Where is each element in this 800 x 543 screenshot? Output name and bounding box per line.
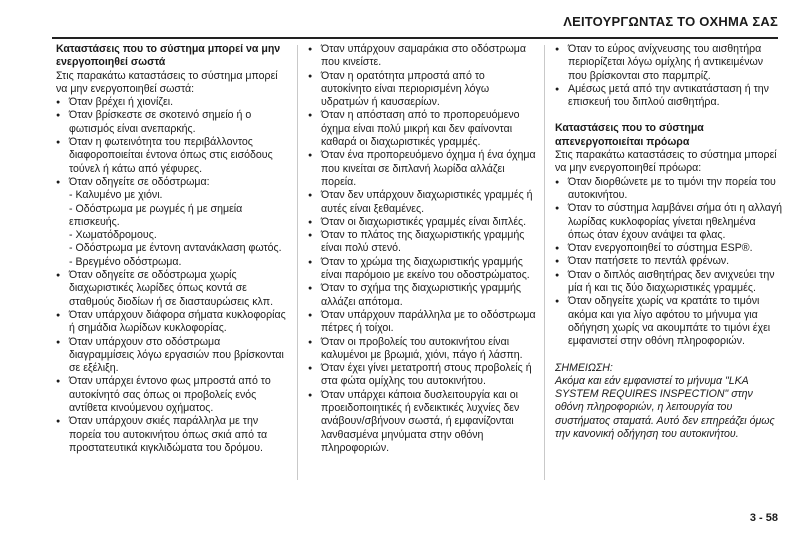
bullet-item: ● Όταν πατήσετε το πεντάλ φρένων. bbox=[555, 255, 783, 268]
column-1 bbox=[56, 43, 288, 455]
bullet-item: ● Όταν η φωτεινότητα του περιβάλλοντος διαφοροποιείται έντονα όπως στις εισόδους τούνελ ή κάτω από γέφυρες. bbox=[56, 136, 288, 176]
bullet-item: ● Όταν διορθώνετε με το τιμόνι την πορεία του αυτοκινήτου. bbox=[555, 176, 783, 203]
section-intro: Στις παρακάτω καταστάσεις το σύστημα μπορεί να μην ενεργοποιηθεί πρόωρα: bbox=[555, 149, 777, 175]
note-body: Ακόμα και εάν εμφανιστεί το μήνυμα "LKA SYSTEM REQUIRES INSPECTION" στην οθόνη πληροφοριών, η λειτουργία του συστήματος σταματά. Αυτό δεν επηρεάζει όμως την κανονική οδήγηση του αυτοκινήτου. bbox=[555, 374, 775, 441]
bullet-item: ● Όταν το πλάτος της διαχωριστικής γραμμής είναι πολύ στενό. bbox=[308, 229, 536, 256]
bullet-item: ● Όταν ενεργοποιηθεί το σύστημα ESP®. bbox=[555, 242, 783, 255]
bullet-item: ● Όταν υπάρχουν σαμαράκια στο οδόστρωμα που κινείστε. bbox=[308, 43, 536, 70]
bullet-item: ● Όταν το σχήμα της διαχωριστικής γραμμής αλλάζει απότομα. bbox=[308, 282, 536, 309]
section-heading: Καταστάσεις που το σύστημα μπορεί να μην ενεργοποιηθεί σωστά bbox=[56, 43, 281, 69]
page-number: 3 - 58 bbox=[749, 512, 778, 524]
bullet-item: ● Όταν ένα προπορευόμενο όχημα ή ένα όχημα που κινείται σε διπλανή λωρίδα αλλάζει πορεία. bbox=[308, 149, 536, 189]
section-heading: Καταστάσεις που το σύστημα απενεργοποιείται πρόωρα bbox=[555, 122, 704, 148]
sub-item: - Οδόστρωμα με ρωγμές ή με σημεία επισκευής. bbox=[69, 202, 243, 228]
bullet-item: ● Όταν βρίσκεστε σε σκοτεινό σημείο ή ο φωτισμός είναι ανεπαρκής. bbox=[56, 109, 288, 136]
section-intro: Στις παρακάτω καταστάσεις το σύστημα μπορεί να μην ενεργοποιηθεί σωστά: bbox=[56, 69, 278, 95]
page-header-title: ΛΕΙΤΟΥΡΓΩΝΤΑΣ ΤΟ ΟΧΗΜΑ ΣΑΣ bbox=[563, 14, 778, 29]
bullet-item: ● Όταν η ορατότητα μπροστά από το αυτοκίνητο είναι περιορισμένη λόγω υδρατμών ή καυσαερίων. bbox=[308, 70, 536, 110]
bullet-item: ● Αμέσως μετά από την αντικατάσταση ή την επισκευή του διπλού αισθητήρα. bbox=[555, 83, 783, 110]
bullet-item: ● Όταν υπάρχει έντονο φως μπροστά από το αυτοκίνητό σας όπως οι προβολείς ενός αντίθετα κινούμενου οχήματος. bbox=[56, 375, 288, 415]
header-rule bbox=[52, 37, 778, 39]
bullet-item: ● Όταν οι διαχωριστικές γραμμές είναι διπλές. bbox=[308, 216, 536, 229]
column-2 bbox=[308, 43, 536, 455]
column-3 bbox=[555, 43, 783, 441]
bullet-item: ● Όταν οι προβολείς του αυτοκινήτου είναι καλυμένοι με βρωμιά, χιόνι, πάγο ή λάσπη. bbox=[308, 336, 536, 363]
note-title: ΣΗΜΕΙΩΣΗ: bbox=[555, 361, 613, 374]
column-divider bbox=[297, 45, 298, 480]
sub-item: - Οδόστρωμα με έντονη αντανάκλαση φωτός. bbox=[69, 242, 282, 255]
bullet-item: ● Όταν υπάρχουν στο οδόστρωμα διαγραμμίσεις λόγω εργασιών που βρίσκονται σε εξέλιξη. bbox=[56, 336, 288, 376]
bullet-item: ● Όταν το σύστημα λαμβάνει σήμα ότι η αλλαγή λωρίδας κυκλοφορίας γίνεται ηθελημένα όπως όταν έχουν ανάψει τα φλας. bbox=[555, 202, 783, 242]
bullet-item: ● Όταν το εύρος ανίχνευσης του αισθητήρα περιορίζεται λόγω ομίχλης ή αντικειμένων που βρίσκονται στο παρμπρίζ. bbox=[555, 43, 783, 83]
bullet-item: ● Όταν δεν υπάρχουν διαχωριστικές γραμμές ή αυτές είναι ξεθαμένες. bbox=[308, 189, 536, 216]
sub-item: - Βρεγμένο οδόστρωμα. bbox=[69, 255, 182, 268]
bullet-item: ● Όταν το χρώμα της διαχωριστικής γραμμής είναι παρόμοιο με εκείνο του οδοστρώματος. bbox=[308, 256, 536, 283]
column-divider bbox=[544, 45, 545, 480]
sub-item: - Χωματόδρομους. bbox=[69, 229, 157, 242]
bullet-item: ● Όταν υπάρχει κάποια δυσλειτουργία και οι προειδοποιητικές ή ενδεικτικές λυχνίες δεν ανάβουν/σβήνουν σωστά, ή εμφανίζονται λανθασμένα μηνύματα στην οθόνη πληροφοριών. bbox=[308, 389, 536, 455]
bullet-item: ● Όταν υπάρχουν παράλληλα με το οδόστρωμα πέτρες ή τοίχοι. bbox=[308, 309, 536, 336]
bullet-item: ● Όταν υπάρχουν διάφορα σήματα κυκλοφορίας ή σημάδια λωρίδων κυκλοφορίας. bbox=[56, 309, 288, 336]
bullet-item: ● Όταν οδηγείτε σε οδόστρωμα χωρίς διαχωριστικές λωρίδες όπως κοντά σε σταθμούς διοδίων ή σε διασταυρώσεις κλπ. bbox=[56, 269, 288, 309]
bullet-item: ● Όταν η απόσταση από το προπορευόμενο όχημα είναι πολύ μικρή και δεν φαίνονται καθαρά οι διαχωριστικές γραμμές. bbox=[308, 109, 536, 149]
sub-item: - Καλυμένο με χιόνι. bbox=[69, 189, 163, 202]
bullet-item: ● Όταν οδηγείτε χωρίς να κρατάτε το τιμόνι ακόμα και για λίγο αφότου το μήνυμα για οδήγηση χωρίς να ακουμπάτε το τιμόνι έχει εμφανιστεί στην οθόνη πληροφοριών. bbox=[555, 295, 783, 348]
bullet-item: ● Όταν βρέχει ή χιονίζει. bbox=[56, 96, 288, 109]
bullet-item: ● Όταν έχει γίνει μετατροπή στους προβολείς ή στα φώτα ομίχλης του αυτοκινήτου. bbox=[308, 362, 536, 389]
bullet-item: ● Όταν υπάρχουν σκιές παράλληλα με την πορεία του αυτοκινήτου όπως σκιά από τα προστατευτικά κιγκλιδώματα του δρόμου. bbox=[56, 415, 288, 455]
bullet-item: ● Όταν ο διπλός αισθητήρας δεν ανιχνεύει την μία ή και τις δύο διαχωριστικές γραμμές. bbox=[555, 269, 783, 296]
bullet-item: ● Όταν οδηγείτε σε οδόστρωμα: bbox=[56, 176, 288, 189]
